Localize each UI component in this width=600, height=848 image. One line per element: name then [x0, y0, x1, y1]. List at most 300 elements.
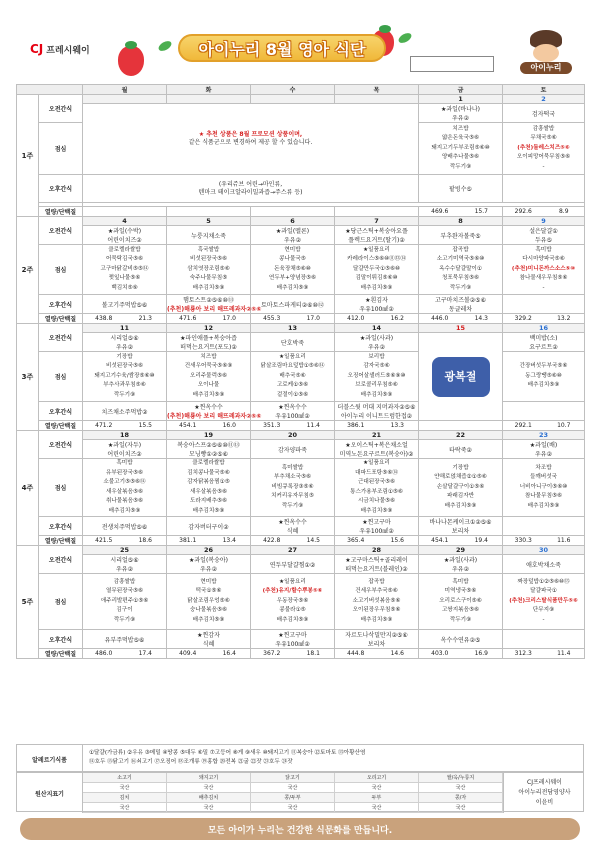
chef-mascot-icon: 아이누리	[520, 30, 572, 74]
row-label-pm: 오후간식	[39, 402, 83, 421]
date-cell: 8	[419, 217, 503, 226]
kcal-cell: 365.4 15.6	[335, 536, 419, 546]
date-cell: 28	[335, 546, 419, 555]
menu-item: -	[542, 616, 545, 623]
menu-item: 햄토스트②⑤⑥⑩⑬	[183, 297, 234, 304]
menu-item: 건세우부추국⑤⑥	[355, 588, 398, 595]
row-label-kcal: 열량/단백질	[39, 207, 83, 217]
menu-cell: ★과일(바나나) 우유②	[419, 104, 503, 123]
row-label-kcal: 열량/단백질	[39, 314, 83, 324]
origin-item: 콩/두부	[251, 793, 335, 803]
menu-item: 클로렐라쌀밥	[192, 460, 225, 466]
menu-item: 배추김치⑤⑨	[108, 507, 141, 514]
origin-item: 쌀/옥/누룽지	[419, 773, 503, 783]
menu-cell	[83, 402, 167, 421]
menu-item: 감자국⑤⑥	[363, 363, 390, 370]
menu-item: 동그랑땡⑤⑥⑩	[525, 372, 562, 379]
menu-item: (추천)미니돈까스소스⑤⑩	[511, 265, 576, 272]
menu-item: (추천)해룡아 보리 해뜨레과자②⑤⑥	[167, 306, 262, 313]
menu-item: 우유②	[116, 344, 133, 351]
week-label: 3주	[17, 324, 39, 431]
menu-item: 배추김치⑤⑨	[192, 616, 225, 623]
menu-item: 숙주나물무침⑤	[189, 275, 228, 282]
kcal-cell: 412.0 16.2	[335, 314, 419, 324]
menu-item: 보리차	[367, 641, 386, 648]
day-tue: 화	[167, 85, 251, 95]
menu-item: 전생치주먹밥⑤⑥	[101, 523, 148, 531]
kcal-cell: 454.1 19.4	[419, 536, 503, 546]
date-cell: 12	[167, 324, 251, 333]
kcal-cell: 421.5 18.6	[83, 536, 167, 546]
menu-item: 흑국쌀밥	[197, 246, 220, 253]
menu-item: ★과일(멜론)	[275, 228, 310, 235]
menu-item: ★찐옥수수	[278, 519, 307, 526]
menu-cell	[335, 245, 419, 295]
menu-cell	[83, 459, 167, 517]
kcal-cell	[419, 421, 503, 431]
date-cell: 21	[335, 431, 419, 440]
menu-item: 단호박죽	[280, 339, 305, 347]
menu-item: 연두부달걀찜①②	[269, 561, 316, 569]
menu-item: 김구이	[116, 607, 133, 614]
date-cell: 27	[251, 546, 335, 555]
menu-item: 오징어살샐러드⑤⑥⑨⑩	[347, 372, 406, 379]
menu-item: 우유②	[452, 566, 469, 573]
menu-item: 삼치엿장조림⑤⑥	[187, 265, 230, 272]
menu-item: 배추김치⑤⑨	[444, 502, 477, 509]
menu-cell	[251, 295, 335, 314]
allergy-section	[16, 744, 584, 772]
menu-item: 어묵탁김국⑤⑥	[105, 256, 144, 263]
menu-cell	[503, 459, 585, 517]
menu-item: 소고기미역국⑤⑥⑩	[436, 256, 485, 263]
menu-item: 통스가용부조림①⑤⑥	[350, 488, 403, 495]
menu-item: 배추김치⑤⑨	[527, 502, 560, 509]
row-label-lunch: 점심	[39, 574, 83, 630]
menu-cell	[335, 630, 419, 649]
menu-item: 백미밥(소)	[529, 335, 558, 342]
menu-item: 깍두기⑨	[281, 502, 304, 509]
menu-item: 고구마닭갈비⑤⑤⑭	[100, 265, 149, 272]
menu-item: ★고구마스틱+골리레이	[345, 557, 408, 564]
menu-item: ★일품요리	[363, 460, 390, 466]
menu-item: 김치콩나물국⑤⑥	[187, 469, 230, 476]
menu-item: ★당근스틱+복숭아요플	[345, 228, 408, 235]
kcal-cell: 403.0 16.9	[419, 649, 503, 659]
date-cell: 4	[83, 217, 167, 226]
menu-cell	[503, 555, 585, 574]
day-thu: 목	[335, 85, 419, 95]
origin-item: 두부	[335, 793, 419, 803]
menu-item: 우유100㎖②	[275, 413, 310, 420]
menu-item: 부추채소국⑤⑥	[273, 474, 312, 481]
date-cell: 20	[251, 431, 335, 440]
row-label-pm: 오후간식	[39, 175, 83, 203]
menu-item: 비섯된장국⑤⑥	[189, 256, 228, 263]
menu-cell	[167, 333, 251, 352]
menu-cell	[251, 352, 335, 402]
date-cell: 15	[419, 324, 503, 333]
menu-cell: 검자떡국	[503, 104, 585, 123]
date-cell: 7	[335, 217, 419, 226]
menu-item: 시금치나물⑤⑥	[357, 498, 396, 504]
menu-item: 돈육장채⑤⑥⑩	[274, 265, 311, 272]
menu-item: 카레라이스⑤⑥⑩⑪⑬⑭	[347, 256, 406, 263]
origin-value: 국산	[251, 803, 335, 813]
menu-item: 닭살조림마요덮밥①⑤⑥⑭	[260, 363, 325, 370]
menu-item: 복숭아스프②⑤⑥⑩⑪⑬	[177, 442, 240, 449]
day-fri: 금	[419, 85, 503, 95]
menu-cell	[419, 555, 503, 574]
menu-item: ★흰김자	[365, 297, 388, 304]
kcal-cell: 486.0 17.4	[83, 649, 167, 659]
page-title: 아이누리 8월 영아 식단	[178, 34, 386, 62]
kcal-cell: 386.1 13.3	[335, 421, 419, 431]
menu-cell	[335, 226, 419, 245]
menu-item: 배추김치⑤⑨	[192, 391, 225, 398]
menu-item: 보리차	[451, 528, 470, 535]
row-label-am: 오전간식	[39, 324, 83, 352]
menu-item: 브로콜리무침⑤⑥	[355, 382, 398, 389]
menu-item: ★파인애플+복숭아즙	[180, 335, 237, 342]
row-label-pm: 오후간식	[39, 295, 83, 314]
menu-item: ★과일(복숭아)	[188, 557, 229, 564]
menu-item: 애주리발편주①⑤⑥	[100, 597, 149, 604]
origin-grid	[83, 773, 503, 813]
row-label-am: 오전간식	[39, 431, 83, 459]
menu-cell	[503, 574, 585, 630]
menu-item: 흑미밥	[116, 460, 133, 466]
menu-cell	[167, 352, 251, 402]
menu-item: 우유②	[284, 237, 301, 244]
menu-item: 치즈밥	[200, 353, 217, 360]
date-cell: 30	[503, 546, 585, 555]
row-label-lunch: 점심	[39, 352, 83, 402]
menu-cell	[503, 352, 585, 402]
menu-item: 배추김치⑤⑨	[360, 507, 393, 514]
row-label-lunch: 점심	[39, 459, 83, 517]
menu-item: 현미밥	[200, 578, 217, 585]
menu-cell	[419, 630, 503, 649]
menu-item: ★찐고구마	[362, 519, 391, 526]
origin-section	[16, 772, 584, 812]
menu-item: 김말이튀김⑤⑥⑩	[355, 275, 398, 282]
menu-cell	[503, 226, 585, 245]
week-label: 2주	[17, 217, 39, 324]
kcal-cell: 422.8 14.5	[251, 536, 335, 546]
date-cell: 29	[419, 546, 503, 555]
menu-item: 콩나물국⑤	[279, 256, 306, 263]
menu-cell	[335, 352, 419, 402]
menu-item: 흑미밥	[452, 578, 469, 585]
menu-item: ★일품요리	[363, 246, 390, 253]
menu-item: (추천)크리스탈식품만두⑤⑥	[509, 597, 578, 604]
kcal-cell: 469.6 15.7	[419, 207, 503, 217]
leaf-icon	[397, 31, 413, 45]
menu-item: 연두부+양념장⑤⑥	[268, 275, 317, 282]
menu-item: ★과일(배)	[529, 442, 558, 449]
menu-cell	[251, 440, 335, 459]
menu-cell	[251, 226, 335, 245]
menu-item: 숭나물볶음⑤⑥	[189, 607, 228, 614]
menu-cell	[503, 333, 585, 352]
menu-item: 유부된장국⑤⑥	[105, 469, 144, 476]
menu-cell	[167, 517, 251, 536]
menu-item: (추천)돌레스치즈⑤⑥	[517, 144, 570, 151]
menu-item: 감자양파죽	[278, 446, 307, 454]
week-label: 4주	[17, 431, 39, 546]
menu-cell	[335, 440, 419, 459]
menu-item: 대파드포탕⑤⑥⑭	[355, 469, 398, 476]
menu-item: 취나물볶음⑤⑥	[105, 498, 144, 504]
footer-slogan: 모든 아이가 누리는 건강한 식문화를 만듭니다.	[20, 818, 580, 840]
menu-item: -	[542, 284, 545, 291]
menu-item: 자르도나삭밀만지②⑤⑥	[345, 632, 408, 639]
menu-cell	[503, 402, 585, 421]
day-mon: 월	[83, 85, 167, 95]
menu-item: 치즈채소주먹밥②	[101, 408, 148, 416]
menu-item: 우유②	[200, 566, 217, 573]
date-cell: 9	[503, 217, 585, 226]
kcal-cell: 367.2 18.1	[251, 649, 335, 659]
menu-cell	[503, 245, 585, 295]
name-field[interactable]	[410, 56, 494, 72]
origin-value: 국산	[335, 803, 419, 813]
row-label-kcal: 열량/단백질	[39, 421, 83, 431]
menu-item: 오리로스구이⑤⑥	[439, 597, 482, 604]
kcal-cell: 438.8 21.3	[83, 314, 167, 324]
row-label-kcal: 열량/단백질	[39, 536, 83, 546]
origin-value: 국산	[251, 783, 335, 793]
menu-item: 배추김치⑤⑨	[360, 284, 393, 291]
row-label-pm: 오후간식	[39, 517, 83, 536]
menu-cell	[503, 517, 585, 536]
date-cell: 2	[503, 95, 585, 104]
kcal-cell: 312.3 11.4	[503, 649, 585, 659]
menu-cell	[503, 123, 585, 175]
menu-item: 배추김치⑤⑨	[192, 284, 225, 291]
menu-item: ★과일(사과)	[443, 557, 478, 564]
promo-note	[83, 175, 419, 203]
menu-item: 잡곡밥	[368, 578, 385, 585]
menu-item: 배추김치⑤⑨	[276, 284, 309, 291]
menu-item: 치커리유자무침⑤	[271, 493, 314, 500]
menu-item: 닭살조림우엉⑤⑥	[187, 597, 230, 604]
menu-item: 비섯된장국⑤⑥	[105, 363, 144, 370]
menu-cell	[83, 295, 167, 314]
kcal-cell: 455.3 17.0	[251, 314, 335, 324]
promo-text: ★ 추천 상품은 8월 프로모션 상품이며,	[198, 131, 303, 138]
row-label-kcal: 열량/단백질	[39, 649, 83, 659]
menu-cell	[83, 574, 167, 630]
menu-cell	[83, 245, 167, 295]
menu-cell	[167, 630, 251, 649]
menu-item: 감흥쌀밥	[113, 578, 136, 585]
date-cell: 23	[503, 431, 585, 440]
menu-item: 얇은돈육국⑤⑥	[441, 135, 480, 142]
menu-item: 청포묵무침⑤⑥	[441, 275, 480, 282]
menu-item: 잡곡밥	[452, 246, 469, 253]
menu-cell	[419, 245, 503, 295]
menu-item: 새우살볶음⑤⑥	[105, 488, 144, 495]
menu-item: ★일품요리	[279, 578, 306, 585]
menu-item: 단무지⑨	[532, 607, 555, 614]
meal-plan-table: 월 화 수 목 금 토 1주 오전간식 1 2 ★ 추천 상품은 8월 프로모션 상품이며, 같은 식품군으로 변경하여 제공 할 수 있습니다. ★과일(바나나) 우유② 검자떡국 점심 치즈밥 얇은돈육국⑤⑥ 돼지고기두부조림⑤⑥⑩ 양배추나물⑤⑥ 깍두기⑨ 감흥쌀밥 무채국⑤⑥ (추천)돌레스치즈⑤⑥ 오이피망어묵무침⑤⑥ - 오후간식 (우리쥬브 어린→마인류, 텐마크 테이크알라이밀과즙→주스류 등) 팥빙수⑤ 열량/단백질 469.6 15.7 292.6 8.9 2주 오전간식 4 5 6 7 8 9 ★과일(수박) 어린이치즈② 누룽지채소죽 ★과일(멜론) 우유② ★당근스틱+복숭아요플 플렉드요거트(딸기)② 부추완자볼죽⑤ 설은달걀① 두유⑤ 점심 클로렐라쌀밥 어묵탁김국⑤⑥ 고구마닭갈비⑤⑤⑭ 쩟잎나물⑤⑥ 백김치⑤⑨ 흑국쌀밥 비섯된장국⑤⑥ 삼치엿장조림⑤⑥ 숙주나물무침⑤ 배추김치⑤⑨ 현미밥 콩나물국⑤ 돈육장채⑤⑥⑩ 연두부+양념장⑤⑥ 배추김치⑤⑨ ★일품요리 카레라이스⑤⑥⑩⑪⑬⑭ 달걀만두국①⑤⑥⑩ 김말이튀김⑤⑥⑩ 배추김치⑤⑨ 잡곡밥 소고기미역국⑤⑥⑩ 옥수수달걀말이① 청포묵무침⑤⑥ 깍두기⑨ 흑미밥 다시마양파국⑤⑥ (추천)미니돈까스소스⑤⑩ 참나물새우무침⑤⑥ - 오후간식 볼고기주먹밥⑤⑥ 햄토스트②⑤⑥⑩⑬ (추천)해룡아 보리 해뜨레과자②⑤⑥ 토마토스파게티②⑥⑩⑫ ★흰김자 우유100㎖② 고구마치즈볼②⑤⑥ 동글레차 열량/단백질 438.8 21.3 471.6 17.0 455.3 17.0 412.0 16.2 446.0 14.3 329.2 13.2 3주 오전간식 11 12 13 14 15 16 시리얼⑤⑥ 우유② ★파인애플+복숭아즙 떠먹는요거트(포도)② 단호박죽 ★과일(사과) 우유② 광복절 백미밥(소) 요구르트② 점심 기장밥 비섯된장국⑤⑥ 돼지고기수육/쌈장⑤⑥⑩ 부추사과무침⑤⑥ 깍두기⑨ 치즈밥 건새우어묵국⑤⑥⑨ 오리주물럭⑤⑥ 오이나물 배추김치⑤⑨ ★일품요리 닭살조림마요덮밥①⑤⑥⑭ 배추국⑤⑥ 고로케①⑤⑥ 겉절이①⑤⑥ 보리밥 감자국⑤⑥ 오징어살샐러드⑤⑥⑨⑩ 브로콜리무침⑤⑥ 배추김치⑤⑨ 간장버섯두부국⑤⑥ 동그랑땡⑤⑥⑩ 배추김치⑤⑨ 오후간식 치즈채소주먹밥② ★찐옥수수 (추천)해룡아 보리 해뜨레과자②⑤⑥ ★찐옥수수 우유100㎖② 더블스윗 머대 지머과자②⑤⑥ 아이누리 이니트드럼한접② 열량/단백질 471.2 15.5 454.1 16.0 351.3 11.4 386.1 13.3 292.1 10.7 4주 오전간식 18 19 20 21 22 23 ★과일(자두) 어린이치즈② 복숭아스프②⑤⑥⑩⑪⑬ 모닝빵①②⑤⑥ 감자양파죽 ★오이스틱+복은채소얼 미역노돈요구르트(복숭아)② 타락죽② ★과일(배) 우유② 점심 흑미밥 유부된장국⑤⑥ 소불고기⑤⑤⑥⑭ 새우살볶음⑤⑥ 취나물볶음⑤⑥ 배추김치⑤⑨ 클로렐라쌀밥 김치콩나물국⑤⑥ 감자닭볶음찜①⑤ 새우살볶음⑤⑥ 도라지배추⑤⑥ 배추김치⑤⑨ 흑미쌀밥 부추채소국⑤⑥ 비빔큐록장③⑤⑥ 치커리유자무침⑤ 깍두기⑨ ★일품요리 대파드포탕⑤⑥⑭ 근대된장국⑤⑥ 통스가용부조림①⑤⑥ 시금치나물⑤⑥ 배추김치⑤⑨ 기장밥 얀해로얹채즙②①⑤⑥ 손살달걀구이①⑤⑥ 파래김자반 배추김치⑤⑨ 차조밥 들깨버섯국 너비아니구이⑤⑥⑩ 참나물무침⑤⑥ 배추김치⑤⑨ 오후간식 전생치주먹밥⑤⑥ 감자버터구이② ★찐옥수수 식혜 ★찐고구마 우유100㎖② 바나나몬케이크①②⑤⑥ 보리차 열량/단백질 421.5 18.6 381.1 13.4 422.8 14.5 365.4 15.6 454.1 19.4 330.3 11.6 5주 오전간식 25 26 27 28 29 30 시리얼⑤⑥ 우유② ★과일(복숭아) 우유② 연두부달걀찜①② ★고구마스틱+골리레이 떠먹는요거트(블레인)② ★과일(사과) 우유② 애호박채소죽 점심 감흥쌀밥 열무된장국⑤⑥ 애주리발편주①⑤⑥ 김구이 깍두기⑨ 현미밥 떡국①⑤⑥ 닭살조림우엉⑤⑥ 숭나물볶음⑤⑥ 배추김치⑤⑨ ★일품요리 (추천)유지/할수뿌봉⑤⑥ 우동장국⑤⑥ 콩불라①⑤ 배추김치⑤⑨ 잡곡밥 건세우부추국⑤⑥ 소고기버섯볶음⑤⑥ 오이된장우무침⑤⑥ 배추김치⑤⑨ 흑미밥 미역냉국⑤⑥ 오리로스구이⑤⑥ 고쌍지볶음⑤⑥ 깍두기⑨ 짜장덮밥①②⑤⑥⑩⑬ 달걀파국① (추천)크리스탈식품만두⑤⑥ 단무지⑨ - 오후간식 유부주먹밥⑤⑥ ★찐감자 식혜 ★찐고구마 우유100㎖② 자르도나삭밀만지②⑤⑥ 보리차 옥수수연유②⑤ 열량/단백질 486.0 17.4 409.4 16.4 367.2 18.1 444.8 14.6 403.0 16.9 312.3 11.4	[16, 84, 585, 659]
menu-item: ★찐감자	[197, 632, 220, 639]
menu-cell	[251, 402, 335, 421]
origin-value: 국산	[419, 803, 503, 813]
menu-item: 클로렐라쌀밥	[108, 246, 141, 253]
menu-item: 콩불라①⑤	[279, 607, 306, 614]
menu-item: 우유100㎖②	[359, 528, 394, 535]
date-cell: 25	[83, 546, 167, 555]
menu-item: 미역노돈요구르트(복숭아)②	[339, 451, 414, 458]
origin-value: 국산	[167, 803, 251, 813]
brand-logo: CJ 프레시웨이	[30, 42, 90, 56]
date-cell: 16	[503, 324, 585, 333]
menu-cell	[83, 440, 167, 459]
date-cell: 6	[251, 217, 335, 226]
date-cell: 1	[419, 95, 503, 104]
menu-item: 유부주먹밥⑤⑥	[104, 636, 145, 644]
menu-item: 우유②	[535, 451, 552, 458]
menu-cell	[251, 630, 335, 649]
menu-cell	[83, 333, 167, 352]
menu-item: 식혜	[286, 528, 299, 535]
kcal-cell: 351.3 11.4	[251, 421, 335, 431]
menu-item: 근대된장국⑤⑥	[357, 479, 396, 485]
menu-item: 배추국⑤⑥	[279, 372, 306, 379]
menu-item: 흑미밥	[535, 246, 552, 253]
menu-item: 배추김치⑤⑨	[360, 391, 393, 398]
date-cell: 5	[167, 217, 251, 226]
menu-item: 너비아니구이⑤⑥⑩	[519, 483, 568, 490]
menu-item: 달걀만두국①⑤⑥⑩	[352, 265, 401, 272]
kcal-cell: 471.2 15.5	[83, 421, 167, 431]
menu-cell	[335, 555, 419, 574]
menu-item: 달걀파국①	[530, 588, 557, 595]
menu-item: 옥수수달걀말이①	[439, 265, 482, 272]
menu-item: 오이나물	[197, 382, 220, 389]
origin-value: 국산	[335, 783, 419, 793]
origin-value: 국산	[167, 783, 251, 793]
menu-item: 깍두기⑨	[113, 391, 136, 398]
menu-item: 소고기버섯볶음⑤⑥	[352, 597, 401, 604]
menu-cell	[167, 245, 251, 295]
origin-label: 원산지표기	[17, 773, 83, 813]
menu-cell	[335, 517, 419, 536]
menu-item: ★일품요리	[279, 353, 306, 360]
menu-item: 우동장국⑤⑥	[276, 597, 309, 604]
allergy-list: ①달걀(가금류) ②우유 ③메밀 ④땅콩 ⑤대두 ⑥밀 ⑦고등어 ⑧게 ⑨새우 ⑩돼지고기 ⑪복숭아 ⑫토마토 ⑬아황산염 ⑭호두 ⑮닭고기 ⑯쇠고기 ⑰오징어 ⑱조개류 ⑲홍합 ⑳전복 ㉑굴 ㉒잣 ㉓호두 ㉔잣	[89, 750, 366, 765]
day-header-row	[17, 85, 585, 95]
menu-cell	[419, 295, 503, 314]
menu-item: 백김치⑤⑨	[111, 284, 138, 291]
date-cell: 19	[167, 431, 251, 440]
menu-cell	[419, 333, 503, 421]
menu-item: 손살달걀구이①⑤⑥	[436, 483, 485, 490]
date-cell: 18	[83, 431, 167, 440]
menu-item: 바나나몬케이크①②⑤⑥	[429, 519, 492, 526]
menu-item: 참나물무침⑤⑥	[524, 493, 563, 500]
menu-cell	[83, 630, 167, 649]
menu-item: 감자닭볶음찜①⑤	[187, 479, 230, 485]
menu-item: 식혜	[202, 641, 215, 648]
menu-item: 우유100㎖②	[275, 641, 310, 648]
menu-item: 우유②	[368, 344, 385, 351]
menu-item: 소불고기⑤⑤⑥⑭	[103, 479, 146, 485]
menu-item: 차조밥	[535, 464, 552, 471]
kcal-cell: 381.1 13.4	[167, 536, 251, 546]
origin-item: 닭고기	[251, 773, 335, 783]
menu-item: 토마토스파게티②⑥⑩⑫	[261, 301, 324, 309]
menu-item: 시리얼⑤⑥	[110, 557, 139, 564]
week-label: 5주	[17, 546, 39, 659]
menu-item: 플렉드요거트(딸기)②	[348, 237, 405, 244]
menu-item: 우유②	[116, 566, 133, 573]
menu-item: 흑미쌀밥	[281, 464, 304, 471]
menu-item: 부추사과무침⑤⑥	[103, 382, 146, 389]
row-label-am: 오전간식	[39, 217, 83, 245]
menu-item: 고로케①⑤⑥	[276, 382, 309, 389]
menu-item: 모닝빵①②⑤⑥	[189, 451, 228, 458]
origin-item: 오리고기	[335, 773, 419, 783]
dietitian-info: CJ프레시웨이 아이누리전담영양사 이윤비	[503, 773, 585, 813]
date-cell: 11	[83, 324, 167, 333]
kcal-cell: 329.2 13.2	[503, 314, 585, 324]
menu-item: ★찐옥수수	[278, 404, 307, 411]
menu-item: 배추김치⑤⑨	[527, 382, 560, 389]
menu-item: -	[542, 163, 545, 170]
menu-cell	[251, 517, 335, 536]
day-sat: 토	[503, 85, 585, 95]
menu-item: 설은달걀①	[529, 228, 558, 235]
kcal-cell: 292.1 10.7	[503, 421, 585, 431]
kcal-cell: 292.6 8.9	[503, 207, 585, 217]
menu-item: ★찐옥수수	[194, 404, 223, 411]
menu-item: 얀해로얹채즙②①⑤⑥	[434, 474, 487, 481]
menu-item: 부추완자볼죽⑤	[440, 232, 481, 240]
allergy-label: 알레르기식품	[17, 745, 83, 773]
date-cell: 26	[167, 546, 251, 555]
menu-item: ★오이스틱+복은채소얼	[345, 442, 408, 449]
menu-item: 치즈밥	[452, 125, 469, 132]
menu-cell	[419, 123, 503, 175]
menu-item: 들깨버섯국	[529, 474, 558, 481]
row-label-lunch: 점심	[39, 245, 83, 295]
menu-item: 도라지배추⑤⑥	[189, 498, 228, 504]
menu-item: 옥수수연유②⑤	[440, 636, 481, 644]
menu-cell	[335, 295, 419, 314]
menu-cell	[167, 402, 262, 421]
menu-cell	[167, 440, 251, 459]
kcal-cell: 330.3 11.6	[503, 536, 585, 546]
menu-item: ★찐고구마	[278, 632, 307, 639]
menu-item: 감자버터구이②	[188, 523, 229, 531]
menu-cell	[335, 459, 419, 517]
menu-cell	[167, 226, 251, 245]
menu-cell	[167, 555, 251, 574]
origin-value: 국산	[83, 803, 167, 813]
kcal-cell: 409.4 16.4	[167, 649, 251, 659]
menu-cell	[83, 517, 167, 536]
menu-cell	[251, 555, 335, 574]
date-cell: 13	[251, 324, 335, 333]
menu-item: 겉절이①⑤⑥	[276, 391, 309, 398]
menu-cell	[251, 245, 335, 295]
menu-cell	[503, 630, 585, 649]
menu-item: 참나물새우무침⑤⑥	[519, 275, 568, 282]
